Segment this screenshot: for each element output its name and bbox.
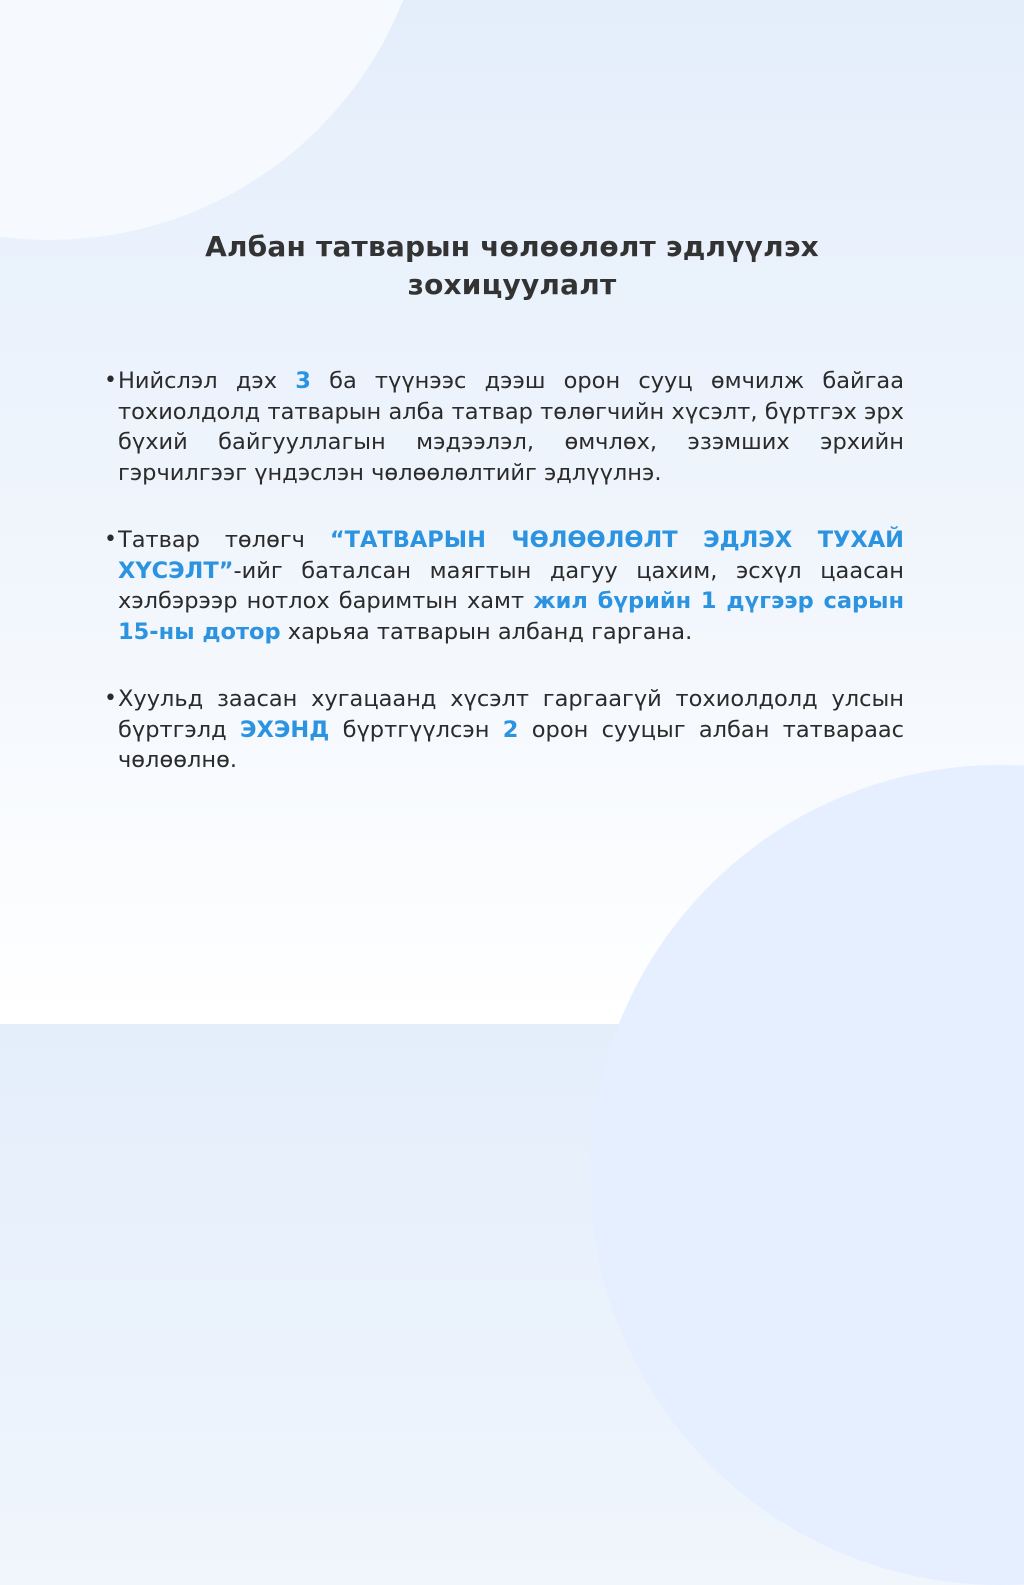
bullet-item-1	[104, 366, 904, 488]
background-circle-bottom-right	[590, 765, 1024, 1585]
highlight-text: жил бүрийн 1 дүгээр сарын 15-ны дотор	[118, 588, 905, 645]
highlight-text: 2	[502, 716, 519, 743]
background-circle-top-left	[0, 0, 430, 240]
highlight-text: ЭХЭНД	[240, 716, 330, 743]
bullet-dot-icon: •	[104, 368, 117, 393]
bullet-item-2	[104, 525, 904, 647]
bullet-text: харьяа татварын албанд гаргана.	[280, 618, 693, 645]
page-title	[112, 228, 912, 304]
bullet-item-3	[104, 684, 904, 776]
highlight-text: “ТАТВАРЫН ЧӨЛӨӨЛӨЛТ ЭДЛЭХ ТУХАЙ ХҮСЭЛТ”	[118, 527, 904, 584]
bullet-dot-icon: •	[104, 686, 117, 711]
bullet-text: Татвар төлөгч	[118, 527, 330, 553]
bullet-list	[104, 366, 904, 813]
bullet-dot-icon: •	[104, 527, 117, 552]
bullet-text: -ийг баталсан маягтын дагуу цахим, эсхүл цаасан хэлбэрээр нотлох баримтын хамт	[118, 557, 904, 614]
page-title-line-2: зохицуулалт	[407, 268, 617, 301]
bullet-text: Нийслэл дэх	[118, 368, 296, 394]
highlight-text: 3	[295, 368, 311, 394]
bullet-text: орон сууцыг албан татвараас чөлөөлнө.	[118, 716, 905, 773]
bullet-text: Хуульд заасан хугацаанд хүсэлт гаргаагүй тохиолдолд улсын бүртгэлд	[118, 686, 904, 743]
bullet-text: бүртгүүлсэн	[329, 716, 503, 743]
page-title-line-1: Албан татварын чөлөөлөлт эдлүүлэх	[205, 230, 819, 263]
bullet-text: ба түүнээс дээш орон сууц өмчилж байгаа тохиолдолд татварын алба татвар төлөгчийн хүсэлт, бүртгэх эрх бүхий байгууллагын мэдээлэл, өмчлөх, эзэмших эрхийн гэрчилгээг үндэслэн чөлөөлөлтийг эдлүүлнэ.	[118, 368, 905, 486]
